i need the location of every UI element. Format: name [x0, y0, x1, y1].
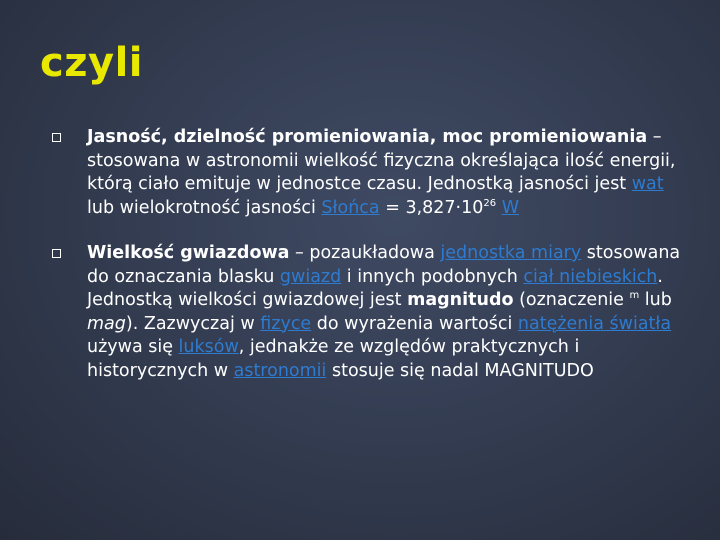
text: lub — [639, 290, 672, 310]
slide-title: czyli — [40, 40, 143, 86]
link-gwiazd[interactable]: gwiazd — [279, 266, 342, 287]
link-wat[interactable]: wat — [631, 174, 664, 194]
text: (oznaczenie — [513, 290, 630, 310]
text: i innych podobnych — [341, 266, 524, 287]
text: ). Zazwyczaj w — [125, 313, 261, 334]
text: , jednakże ze względów praktycznych i historycznych w — [87, 337, 580, 381]
link-astronomii[interactable]: astronomii — [233, 360, 327, 381]
term-magnitude: Wielkość gwiazdowa — [87, 243, 290, 263]
text: lub wielokrotność jasności — [87, 197, 322, 218]
italic-mag: mag — [87, 313, 126, 334]
text: do wyrażenia wartości — [311, 313, 518, 334]
link-luksow[interactable]: luksów — [178, 337, 239, 357]
text: – — [647, 127, 662, 147]
link-fizyce[interactable]: fizyce — [260, 313, 312, 334]
text: stosowana w astronomii wielkość fizyczna określająca ilość energii, którą ciało emituje w jednostce czasu. Jednostką jasności jest — [87, 150, 676, 194]
bullet-item-magnitude — [52, 242, 682, 383]
link-slonca[interactable]: Słońca — [321, 197, 380, 218]
link-natezenia-swiatla[interactable]: natężenia światła — [517, 313, 672, 334]
text: – pozaukładowa — [289, 243, 441, 263]
link-jednostka-miary[interactable]: jednostka miary — [440, 243, 582, 263]
text: = 3,827·10 — [379, 197, 484, 218]
bullet-square-icon — [52, 133, 61, 142]
bullet-list — [52, 126, 682, 405]
exponent: 26 — [483, 197, 497, 209]
superscript-m: m — [629, 290, 640, 302]
term-luminosity: Jasność, dzielność promieniowania, moc promieniowania — [87, 127, 648, 147]
text: stosuje się nadal MAGNITUDO — [326, 360, 594, 381]
link-cial-niebieskich[interactable]: ciał niebieskich — [523, 266, 658, 287]
text: stosowana do oznaczania blasku — [87, 243, 681, 287]
link-w[interactable]: W — [501, 197, 519, 218]
bullet-square-icon — [52, 249, 61, 258]
text: . Jednostką wielkości gwiazdowej jest — [87, 266, 663, 310]
bullet-item-luminosity — [52, 126, 682, 220]
text: używa się — [87, 337, 179, 357]
term-magnitudo: magnitudo — [407, 290, 514, 310]
